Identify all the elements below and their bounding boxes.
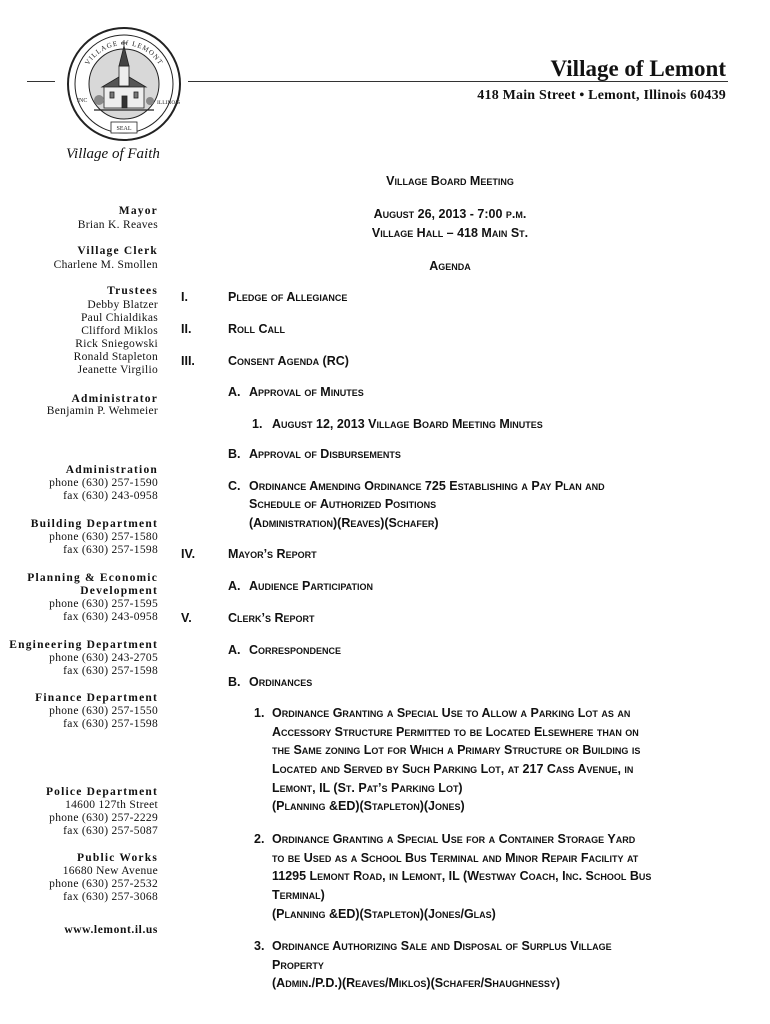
section-title: Consent Agenda (RC)	[228, 354, 349, 368]
section-number: I.	[181, 290, 188, 304]
department-title: Police Department	[45, 786, 158, 798]
ordinance-line: Accessory Structure Permitted to be Located Elsewhere than on	[272, 725, 639, 739]
section-title: Clerk’s Report	[228, 611, 315, 625]
section-title: Pledge of Allegiance	[228, 290, 348, 304]
meeting-date-time: August 26, 2013 - 7:00 p.m.	[373, 207, 527, 221]
item-line: (Administration)(Reaves)(Schafer)	[249, 516, 439, 530]
ordinance-label: 1.	[254, 706, 265, 720]
ordinance-line: Ordinance Granting a Special Use for a Container Storage Yard	[272, 832, 636, 846]
department-line: 14600 127th Street	[65, 799, 158, 811]
section-title: Mayor’s Report	[228, 547, 317, 561]
department-title: Public Works	[77, 852, 158, 864]
village-tagline: Village of Faith	[66, 146, 160, 162]
ordinance-label: 3.	[254, 939, 265, 953]
mayor-name: Brian K. Reaves	[77, 219, 158, 231]
ordinance-line: to be Used as a School Bus Terminal and Minor Repair Facility at	[272, 851, 639, 865]
item-title: August 12, 2013 Village Board Meeting Minutes	[272, 417, 543, 431]
agenda-heading: Agenda	[429, 259, 471, 273]
ordinance-line: (Admin./P.D.)(Reaves/Miklos)(Schafer/Shaughnessy)	[272, 976, 561, 990]
ordinance-line: Ordinance Granting a Special Use to Allow a Parking Lot as an	[272, 706, 631, 720]
ordinance-line: Located and Served by Such Parking Lot, at 217 Cass Avenue, in	[272, 762, 634, 776]
department-line: fax (630) 257-1598	[63, 665, 158, 677]
ordinance-line: Lemont, IL (St. Pat’s Parking Lot)	[272, 781, 463, 795]
website-link[interactable]: www.lemont.il.us	[64, 924, 158, 936]
item-label: 1.	[252, 417, 263, 431]
department-line: phone (630) 257-1595	[49, 598, 158, 610]
department-title: Development	[80, 585, 158, 597]
department-title: Engineering Department	[9, 639, 158, 651]
administrator-title: Administrator	[71, 393, 158, 405]
item-title: Approval of Minutes	[249, 385, 364, 399]
trustee-name: Ronald Stapleton	[73, 351, 158, 363]
item-label: A.	[228, 579, 241, 593]
item-label: C.	[228, 479, 241, 493]
meeting-location: Village Hall – 418 Main St.	[371, 226, 529, 240]
item-label: A.	[228, 643, 241, 657]
item-title: Approval of Disbursements	[249, 447, 401, 461]
ordinance-line: Ordinance Authorizing Sale and Disposal of Surplus Village	[272, 939, 612, 953]
ordinance-label: 2.	[254, 832, 265, 846]
meeting-title: Village Board Meeting	[386, 174, 514, 188]
department-line: phone (630) 257-1580	[49, 531, 158, 543]
ordinance-line: (Planning &ED)(Stapleton)(Jones)	[272, 799, 465, 813]
ordinance-line: Property	[272, 958, 324, 972]
department-line: fax (630) 243-0958	[63, 611, 158, 623]
department-line: phone (630) 257-1590	[49, 477, 158, 489]
item-line: Schedule of Authorized Positions	[249, 497, 437, 511]
trustees-title: Trustees	[107, 285, 158, 297]
item-line: Ordinance Amending Ordinance 725 Establishing a Pay Plan and	[249, 479, 605, 493]
village-name: Village of Lemont	[550, 56, 726, 81]
section-title: Roll Call	[228, 322, 286, 336]
department-title: Finance Department	[35, 692, 158, 704]
village-address: 418 Main Street • Lemont, Illinois 60439	[477, 88, 726, 103]
department-line: phone (630) 257-1550	[49, 705, 158, 717]
trustee-name: Clifford Miklos	[81, 325, 158, 337]
seal-bottom-text: SEAL	[116, 126, 132, 132]
department-line: fax (630) 257-3068	[63, 891, 158, 903]
department-title: Building Department	[30, 518, 158, 530]
item-label: A.	[228, 385, 241, 399]
header-rule-left	[27, 81, 55, 82]
mayor-title: Mayor	[118, 205, 158, 217]
trustee-name: Debby Blatzer	[87, 299, 158, 311]
section-number: III.	[181, 354, 195, 368]
section-number: IV.	[181, 547, 196, 561]
seal-ring-right-text: ILLINOIS	[157, 100, 181, 106]
item-title: Audience Participation	[249, 579, 374, 593]
department-line: fax (630) 257-5087	[63, 825, 158, 837]
item-title: Correspondence	[249, 643, 342, 657]
ordinance-line: (Planning &ED)(Stapleton)(Jones/Glas)	[272, 907, 496, 921]
department-title: Planning & Economic	[27, 572, 158, 584]
department-title: Administration	[65, 464, 158, 476]
clerk-title: Village Clerk	[77, 245, 158, 257]
section-number: V.	[181, 611, 192, 625]
clerk-name: Charlene M. Smollen	[53, 259, 158, 271]
department-line: fax (630) 257-1598	[63, 718, 158, 730]
seal-ring-top-text: VILLAGE of LEMONT	[83, 38, 165, 67]
department-line: phone (630) 257-2532	[49, 878, 158, 890]
item-label: B.	[228, 675, 241, 689]
ordinance-line: 11295 Lemont Road, in Lemont, IL (Westway Coach, Inc. School Bus	[272, 869, 652, 883]
seal-ring-left-text: INC	[77, 98, 88, 104]
ordinance-line: the Same zoning Lot for Which a Primary Structure or Building is	[272, 743, 641, 757]
trustee-name: Jeanette Virgilio	[77, 364, 158, 376]
administrator-name: Benjamin P. Wehmeier	[46, 405, 158, 417]
trustee-name: Rick Sniegowski	[75, 338, 158, 350]
department-line: phone (630) 257-2229	[49, 812, 158, 824]
section-number: II.	[181, 322, 192, 336]
department-line: phone (630) 243-2705	[49, 652, 158, 664]
trustee-name: Paul Chialdikas	[80, 312, 158, 324]
department-line: fax (630) 257-1598	[63, 544, 158, 556]
department-line: 16680 New Avenue	[62, 865, 158, 877]
item-title: Ordinances	[249, 675, 313, 689]
village-seal	[64, 24, 184, 142]
department-line: fax (630) 243-0958	[63, 490, 158, 502]
item-label: B.	[228, 447, 241, 461]
ordinance-line: Terminal)	[272, 888, 325, 902]
